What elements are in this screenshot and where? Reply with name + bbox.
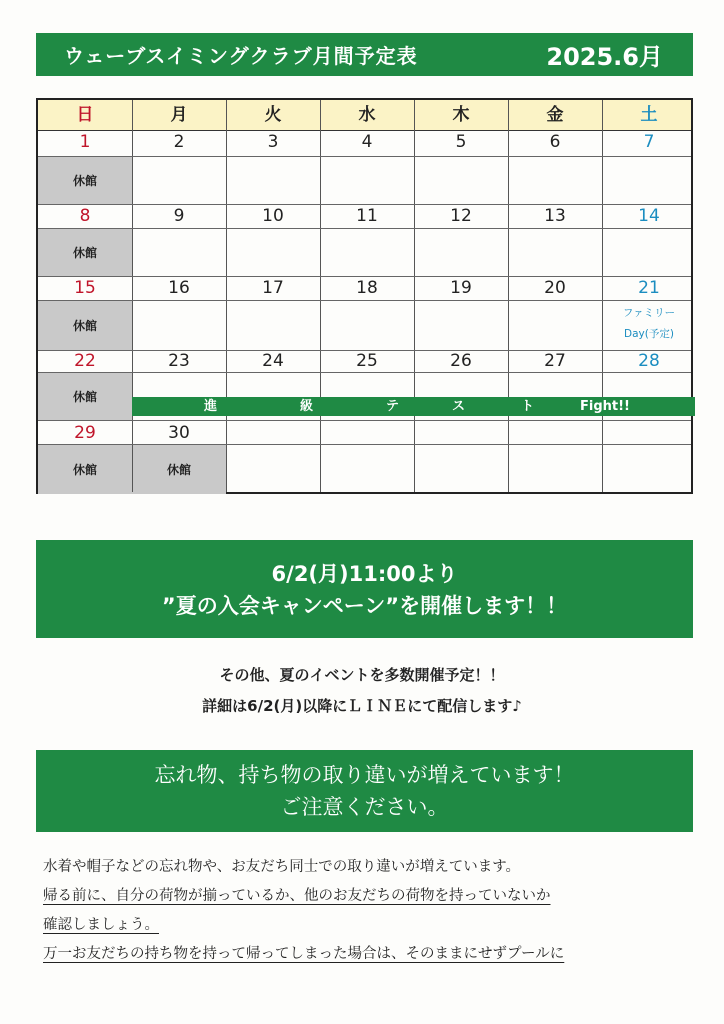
test-char: ス [452, 399, 466, 414]
weekday-thu: 木 [452, 105, 470, 125]
weekday-sat: 土 [640, 105, 658, 125]
weekday-sun: 日 [76, 105, 94, 125]
closed-cell: 休館 [38, 300, 132, 350]
day-number: 18 [356, 278, 378, 298]
closed-cell: 休館 [38, 228, 132, 276]
test-char: ト [521, 399, 535, 414]
day-number: 13 [544, 206, 566, 226]
day-number: 17 [262, 278, 284, 298]
day-number: 19 [450, 278, 472, 298]
campaign-banner [36, 540, 693, 638]
day-number: 24 [262, 351, 284, 371]
day-number: 16 [168, 278, 190, 298]
family-day-line1: ファミリー [622, 307, 676, 319]
notice-line1: 水着や帽子などの忘れ物や、お友だち同士での取り違いが増えています。 [43, 859, 521, 875]
day-number: 8 [79, 206, 91, 226]
day-number: 15 [74, 278, 96, 298]
weekday-mon: 月 [170, 105, 188, 125]
campaign-title: ”夏の入会キャンペーン”を開催します！！ [161, 594, 568, 618]
test-char: 進 [204, 399, 218, 414]
day-number: 20 [544, 278, 566, 298]
day-number: 23 [168, 351, 190, 371]
day-number: 14 [638, 206, 660, 226]
family-day-line2: Day(予定) [624, 328, 674, 340]
day-number: 2 [173, 132, 185, 152]
notice-line4: 万一お友だちの持ち物を持って帰ってしまった場合は、そのままにせずプールに [43, 946, 565, 962]
campaign-date: 6/2(月)11:00より [271, 562, 458, 586]
title-banner [36, 33, 693, 76]
day-number: 5 [455, 132, 467, 152]
day-number: 4 [361, 132, 373, 152]
day-number: 7 [643, 132, 655, 152]
page-title: ウェーブスイミングクラブ月間予定表 [64, 44, 418, 68]
events-line1: その他、夏のイベントを多数開催予定！！ [219, 666, 505, 684]
day-number: 25 [356, 351, 378, 371]
notice-line3: 確認しましょう。 [43, 917, 159, 933]
day-number: 9 [173, 206, 185, 226]
test-char: 級 [300, 399, 314, 414]
day-number: 29 [74, 423, 96, 443]
day-number: 26 [450, 351, 472, 371]
closed-cell: 休館 [38, 444, 132, 494]
schedule-month: 2025.6月 [546, 43, 663, 71]
day-number: 22 [74, 351, 96, 371]
warning-banner [36, 750, 693, 832]
events-line2: 詳細は6/2(月)以降にＬＩＮＥにて配信します♪ [202, 697, 522, 715]
day-number: 27 [544, 351, 566, 371]
day-number: 11 [356, 206, 378, 226]
day-number: 28 [638, 351, 660, 371]
day-number: 12 [450, 206, 472, 226]
promotion-test-bar [132, 397, 695, 416]
day-number: 1 [79, 132, 91, 152]
weekday-wed: 水 [358, 105, 376, 125]
day-number: 10 [262, 206, 284, 226]
day-number: 30 [168, 423, 190, 443]
closed-cell: 休館 [132, 444, 226, 494]
weekday-tue: 火 [264, 105, 282, 125]
day-number: 6 [549, 132, 561, 152]
warning-subtitle: ご注意ください。 [280, 795, 449, 819]
day-number: 21 [638, 278, 660, 298]
monthly-calendar [36, 98, 693, 494]
closed-cell: 休館 [38, 372, 132, 420]
notice-line2: 帰る前に、自分の荷物が揃っているか、他のお友だちの荷物を持っていないか [43, 888, 551, 904]
test-char: テ [386, 399, 400, 414]
fight-label: Fight!! [580, 399, 630, 414]
warning-title: 忘れ物、持ち物の取り違いが増えています！ [154, 763, 575, 787]
weekday-fri: 金 [546, 105, 564, 125]
closed-cell: 休館 [38, 156, 132, 204]
day-number: 3 [267, 132, 279, 152]
